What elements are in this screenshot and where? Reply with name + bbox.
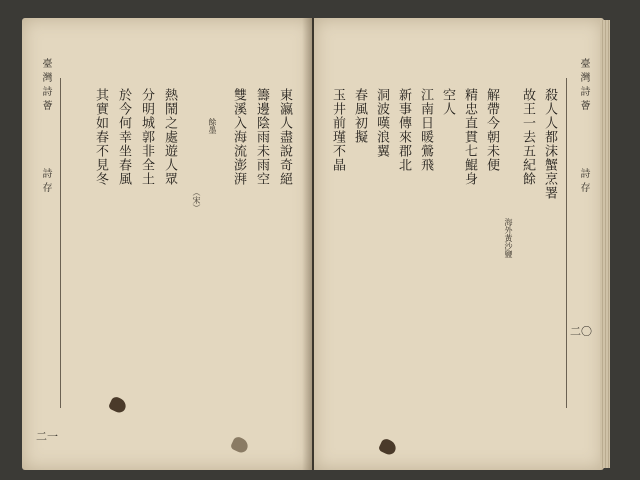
left-page [22,18,312,470]
left-page-header: 臺灣詩薈 [40,58,51,114]
column-rule [566,78,567,408]
left-page-header-section: 詩存 [40,168,51,196]
text-column: 東瀛人盡說奇絕 [277,88,292,186]
right-page-number: 二〇 [570,325,592,338]
text-column: 春風初擬 [352,88,367,144]
text-column: 分明城郭非全土 [139,88,154,186]
column-rule [60,78,61,408]
text-column: 玉井前瑾不晶 [330,88,345,172]
text-column: 籌邊陰雨未雨空 [254,88,269,186]
right-page-header-section: 詩存 [578,168,589,196]
text-column: 空人 [440,88,455,116]
text-column: 新事傳來郡北 [396,88,411,172]
section-author: （宋） [192,188,201,212]
text-column: 其實如春不見冬 [93,88,108,186]
text-column: 解帶今朝未便 [484,88,499,172]
ink-stain [108,395,128,414]
text-column: 熱鬧之處遊人眾 [162,88,177,186]
text-column: 雙溪入海流澎湃 [231,88,246,186]
text-column: 於今何幸坐春風 [116,88,131,186]
page-edges [600,20,610,468]
text-column: 殺人人都沫蟹烹署 [542,88,557,200]
text-column: 洞波嘆浪翼 [374,88,389,158]
ink-stain [378,437,398,456]
right-page [314,18,604,470]
right-page-header: 臺灣詩薈 [578,58,589,114]
section-title: 餘墨 [208,118,217,134]
ink-stain [230,435,250,454]
text-column: 故王一去五紀餘 [520,88,535,186]
text-column: 精忠直貫七鯤身 [462,88,477,186]
annotation-column: 海外黃沙鹽 [504,218,513,258]
text-column: 江南日暖鶯飛 [418,88,433,172]
left-page-number: 二一 [36,430,58,443]
